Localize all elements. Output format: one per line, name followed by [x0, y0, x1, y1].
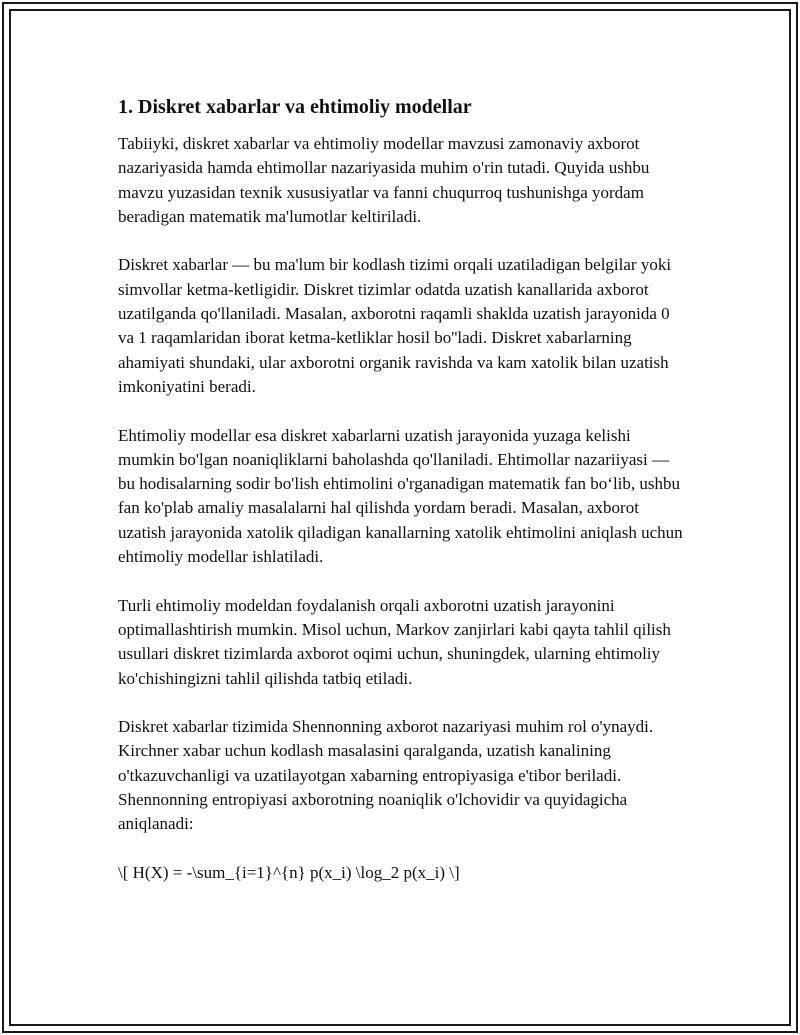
section-heading: 1. Diskret xabarlar va ehtimoliy modellar	[118, 96, 472, 118]
paragraph-optimization: Turli ehtimoliy modeldan foydalanish orqali axborotni uzatish jarayonini optimallashtirish mumkin. Misol uchun, Markov zanjirlari kabi qayta tahlil qilish usullari diskret tizimlarda axborot oqimi uchun, shuningdek, ularning ehtimoliy ko'chishingizni tahlil qilishda tatbiq etiladi.	[118, 595, 671, 688]
paragraph-probabilistic-models: Ehtimoliy modellar esa diskret xabarlarni uzatish jarayonida yuzaga kelishi mumkin bo'lgan noaniqliklarni baholashda qo'llaniladi. Ehtimollar nazariiyasi — bu hodisalarning sodir bo'lish ehtimolini o'rganadigan matematik fan bo‘lib, ushbu fan ko'plab amaliy masalalarni hal qilishda yordam beradi. Masalan, axborot uzatish jarayonida xatolik qiladigan kanallarning xatolik ehtimolini aniqlash uchun ehtimoliy modellar ishlatiladi.	[118, 425, 683, 567]
paragraph-intro: Tabiiyki, diskret xabarlar va ehtimoliy modellar mavzusi zamonaviy axborot nazariyasida hamda ehtimollar nazariyasida muhim o'rin tutadi. Quyida ushbu mavzu yuzasidan texnik xususiyatlar va fanni chuqurroq tushunishga yordam beradigan matematik ma'lumotlar keltiriladi.	[118, 134, 650, 226]
paragraph-discrete-messages: Diskret xabarlar — bu ma'lum bir kodlash tizimi orqali uzatiladigan belgilar yoki simvollar ketma-ketligidir. Diskret tizimlar odatda uzatish kanallarida axborot uzatilganda qo'llaniladi. Masalan, axborotni raqamli shaklda uzatish jarayonida 0 va 1 raqamlaridan iborat ketma-ketliklar hosil bo''ladi. Diskret xabarlarning ahamiyati shundaki, ular axborotni organik ravishda va kam xatolik bilan uzatish imkoniyatini beradi.	[118, 255, 672, 396]
paragraph-shannon: Diskret xabarlar tizimida Shennonning axborot nazariyasi muhim rol o'ynaydi. Kirchner xabar uchun kodlash masalasini qaralganda, uzatish kanalining o'tkazuvchanligi va uzatilayotgan xabarning entropiyasiga e'tibor beriladi. Shennonning entropiyasi axborotning noaniqlik o'lchovidir va quyidagicha aniqlanadi:	[118, 717, 654, 834]
document-body	[118, 95, 688, 910]
entropy-formula: \[ H(X) = -\sum_{i=1}^{n} p(x_i) \log_2 p(x_i) \]	[118, 862, 460, 882]
